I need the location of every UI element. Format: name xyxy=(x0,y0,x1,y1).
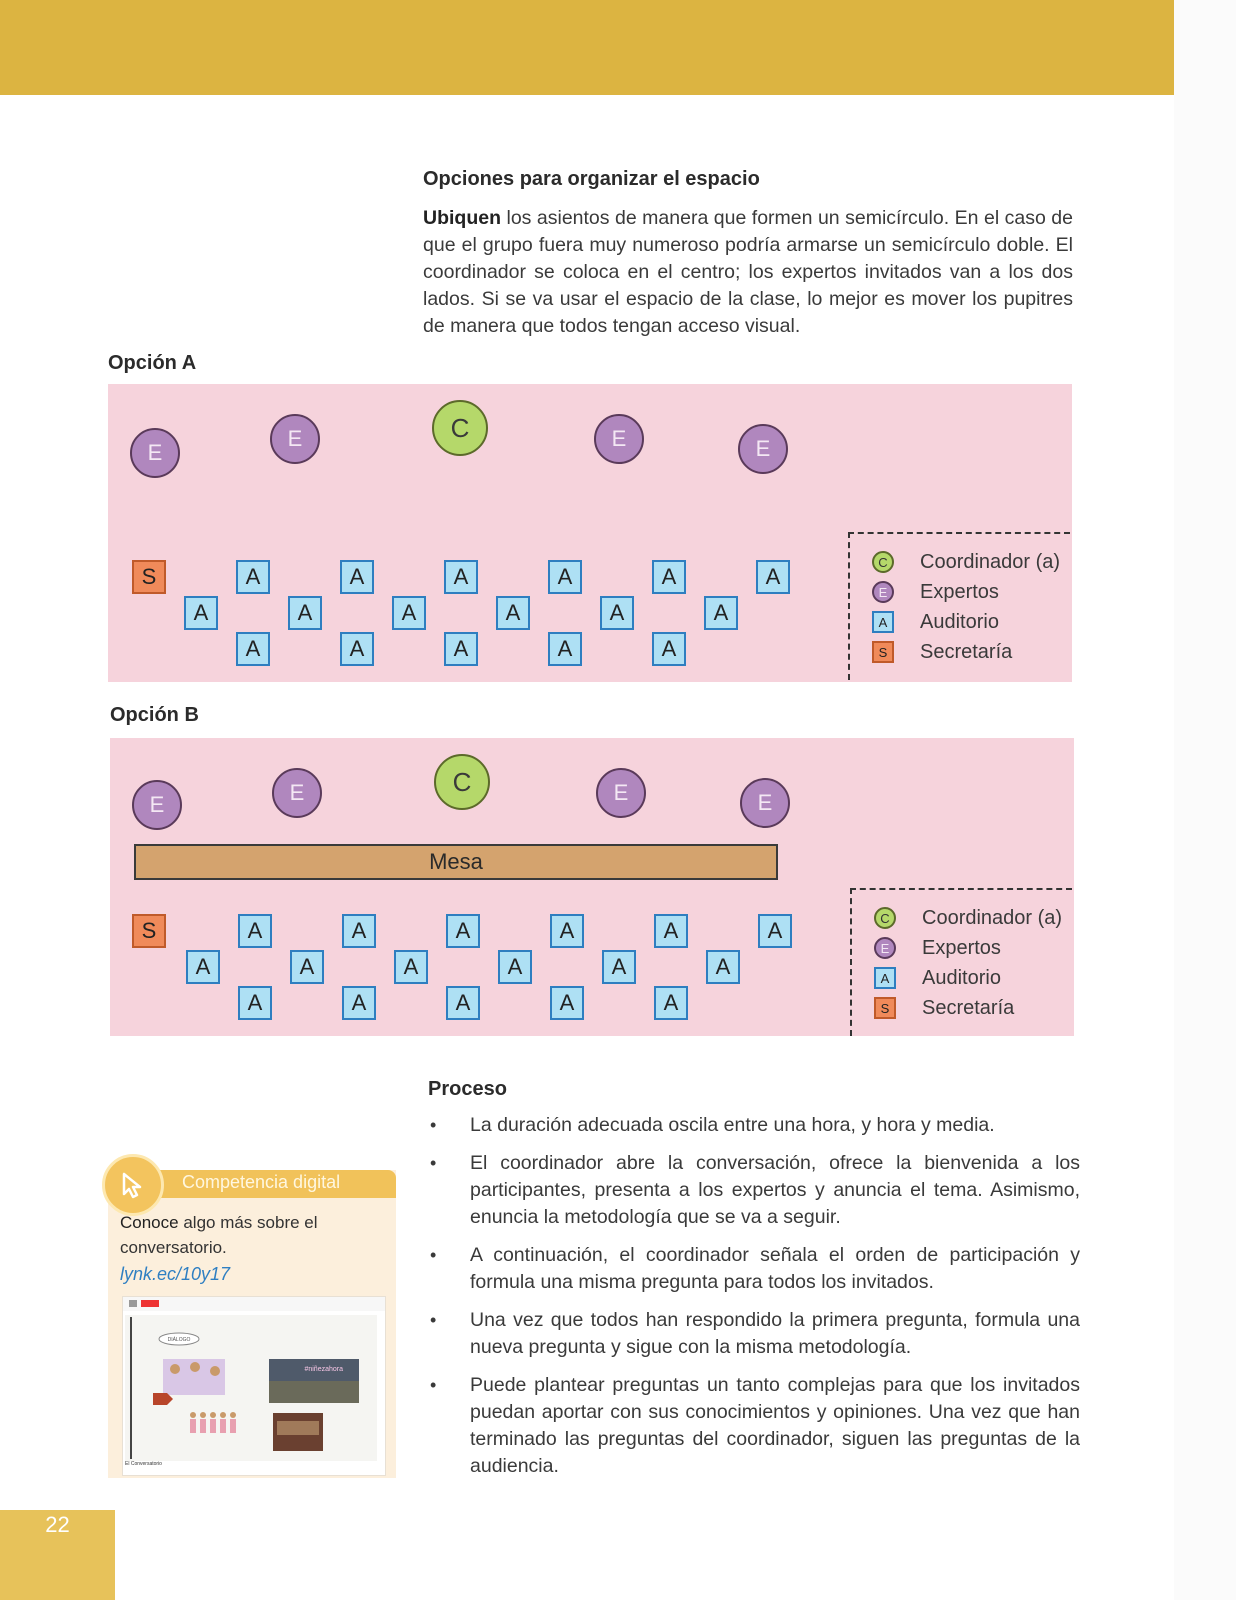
legend-item-experts xyxy=(874,934,1001,962)
legend-item-audience xyxy=(874,964,1001,992)
coordinator-legend-icon: C xyxy=(874,907,896,929)
coordinator-legend-icon: C xyxy=(872,551,894,573)
expert-seat: E xyxy=(130,428,180,478)
legend-label: Auditorio xyxy=(920,610,999,633)
coordinator-seat: C xyxy=(432,400,488,456)
audience-seat: A xyxy=(444,632,478,666)
option-b-label: Opción B xyxy=(110,704,199,726)
expert-legend-icon: E xyxy=(874,937,896,959)
thumbnail-caption: El Conversatorio xyxy=(125,1461,162,1467)
intro-paragraph xyxy=(423,205,1073,340)
audience-seat: A xyxy=(446,914,480,948)
section-title: Opciones para organizar el espacio xyxy=(423,168,760,190)
process-text: El coordinador abre la conversación, ofrece la bienvenida a los participantes, presenta a los expertos y anuncia el tema. Asimismo, enuncia la metodología que se va a seguir. xyxy=(470,1152,1080,1228)
legend-label: Coordinador (a) xyxy=(922,906,1063,929)
option-a-label: Opción A xyxy=(108,352,197,374)
audience-seat: A xyxy=(758,914,792,948)
bullet-icon: • xyxy=(430,1310,437,1330)
legend-item-coordinator xyxy=(874,904,1062,932)
expert-seat: E xyxy=(738,424,788,474)
option-b-diagram xyxy=(110,738,1074,1036)
card-title: Competencia digital xyxy=(182,1172,341,1192)
thumbnail-illustration xyxy=(123,1297,385,1475)
process-text: Puede plantear preguntas un tanto complejas para que los invitados puedan aportar con sus conocimientos y opiniones. Una vez que han terminado las preguntas del coordinador, siguen las preguntas de la audiencia. xyxy=(470,1374,1080,1477)
audience-seat: A xyxy=(340,560,374,594)
audience-seat: A xyxy=(342,986,376,1020)
secretary-seat: S xyxy=(132,914,166,948)
audience-seat: A xyxy=(290,950,324,984)
audience-seat: A xyxy=(706,950,740,984)
intro-text: los asientos de manera que formen un semicírculo. En el caso de que el grupo fuera muy numeroso podría armarse un semicírculo doble. El coordinador se coloca en el centro; los expertos invitados van a los dos lados. Si se va usar el espacio de la clase, lo mejor es mover los pupitres de manera que todos tengan acceso visual. xyxy=(423,207,1073,337)
secretary-seat: S xyxy=(132,560,166,594)
list-item xyxy=(430,1307,1080,1361)
coordinator-seat: C xyxy=(434,754,490,810)
legend-label: Coordinador (a) xyxy=(920,550,1061,573)
audience-seat: A xyxy=(550,914,584,948)
thumbnail-bubble: DIÁLOGO xyxy=(167,1337,191,1343)
expert-seat: E xyxy=(132,780,182,830)
list-item xyxy=(430,1112,1080,1139)
bullet-icon: • xyxy=(430,1245,437,1265)
audience-seat: A xyxy=(186,950,220,984)
audience-seat: A xyxy=(394,950,428,984)
secretary-legend-icon: S xyxy=(874,997,896,1019)
legend-label: Expertos xyxy=(922,936,1001,959)
legend-label: Secretaría xyxy=(920,640,1013,663)
legend-item-experts xyxy=(872,578,999,606)
audience-seat: A xyxy=(238,986,272,1020)
audience-seat: A xyxy=(184,596,218,630)
process-text: A continuación, el coordinador señala el orden de participación y formula una misma pregunta para todos los invitados. xyxy=(470,1244,1080,1293)
audience-seat: A xyxy=(548,632,582,666)
bullet-icon: • xyxy=(430,1153,437,1173)
page-right-margin xyxy=(1174,0,1236,1600)
audience-seat: A xyxy=(446,986,480,1020)
legend-item-secretary xyxy=(874,994,1014,1022)
audience-seat: A xyxy=(550,986,584,1020)
audience-legend-icon: A xyxy=(874,967,896,989)
legend-item-coordinator xyxy=(872,548,1060,576)
process-title: Proceso xyxy=(428,1078,507,1100)
card-link[interactable]: lynk.ec/10y17 xyxy=(120,1264,231,1284)
process-text: La duración adecuada oscila entre una hora, y hora y media. xyxy=(470,1114,995,1136)
audience-seat: A xyxy=(654,986,688,1020)
option-a-diagram xyxy=(108,384,1072,682)
audience-seat: A xyxy=(238,914,272,948)
audience-seat: A xyxy=(342,914,376,948)
audience-seat: A xyxy=(600,596,634,630)
card-text xyxy=(120,1210,380,1260)
expert-seat: E xyxy=(594,414,644,464)
audience-legend-icon: A xyxy=(872,611,894,633)
audience-seat: A xyxy=(652,560,686,594)
audience-seat: A xyxy=(236,632,270,666)
bullet-icon: • xyxy=(430,1375,437,1395)
audience-seat: A xyxy=(654,914,688,948)
page-number: 22 xyxy=(45,1512,70,1537)
audience-seat: A xyxy=(496,596,530,630)
audience-seat: A xyxy=(392,596,426,630)
process-text: Una vez que todos han respondido la primera pregunta, formula una nueva pregunta y sigue con la misma metodología. xyxy=(470,1309,1080,1358)
thumbnail-tag: #niñezahora xyxy=(304,1366,343,1373)
expert-seat: E xyxy=(740,778,790,828)
secretary-legend-icon: S xyxy=(872,641,894,663)
audience-seat: A xyxy=(236,560,270,594)
list-item xyxy=(430,1242,1080,1296)
top-color-band xyxy=(0,0,1174,95)
legend-label: Expertos xyxy=(920,580,999,603)
process-list xyxy=(430,1112,1080,1491)
audience-seat: A xyxy=(444,560,478,594)
list-item xyxy=(430,1372,1080,1480)
audience-seat: A xyxy=(548,560,582,594)
legend xyxy=(850,888,1072,1036)
audience-seat: A xyxy=(704,596,738,630)
legend-label: Auditorio xyxy=(922,966,1001,989)
table: Mesa xyxy=(134,844,778,880)
legend xyxy=(848,532,1070,680)
expert-seat: E xyxy=(596,768,646,818)
intro-lead: Ubiquen xyxy=(423,207,501,229)
card-body: algo más sobre el conversatorio. xyxy=(120,1213,318,1257)
audience-seat: A xyxy=(652,632,686,666)
cursor-icon xyxy=(102,1154,164,1216)
audience-seat: A xyxy=(340,632,374,666)
legend-item-audience xyxy=(872,608,999,636)
audience-seat: A xyxy=(498,950,532,984)
card-lead: Conoce xyxy=(120,1213,179,1232)
video-thumbnail[interactable] xyxy=(122,1296,386,1476)
expert-legend-icon: E xyxy=(872,581,894,603)
expert-seat: E xyxy=(272,768,322,818)
audience-seat: A xyxy=(756,560,790,594)
bullet-icon: • xyxy=(430,1115,437,1135)
digital-competence-card xyxy=(108,1170,396,1478)
audience-seat: A xyxy=(602,950,636,984)
list-item xyxy=(430,1150,1080,1231)
audience-seat: A xyxy=(288,596,322,630)
expert-seat: E xyxy=(270,414,320,464)
legend-item-secretary xyxy=(872,638,1012,666)
legend-label: Secretaría xyxy=(922,996,1015,1019)
